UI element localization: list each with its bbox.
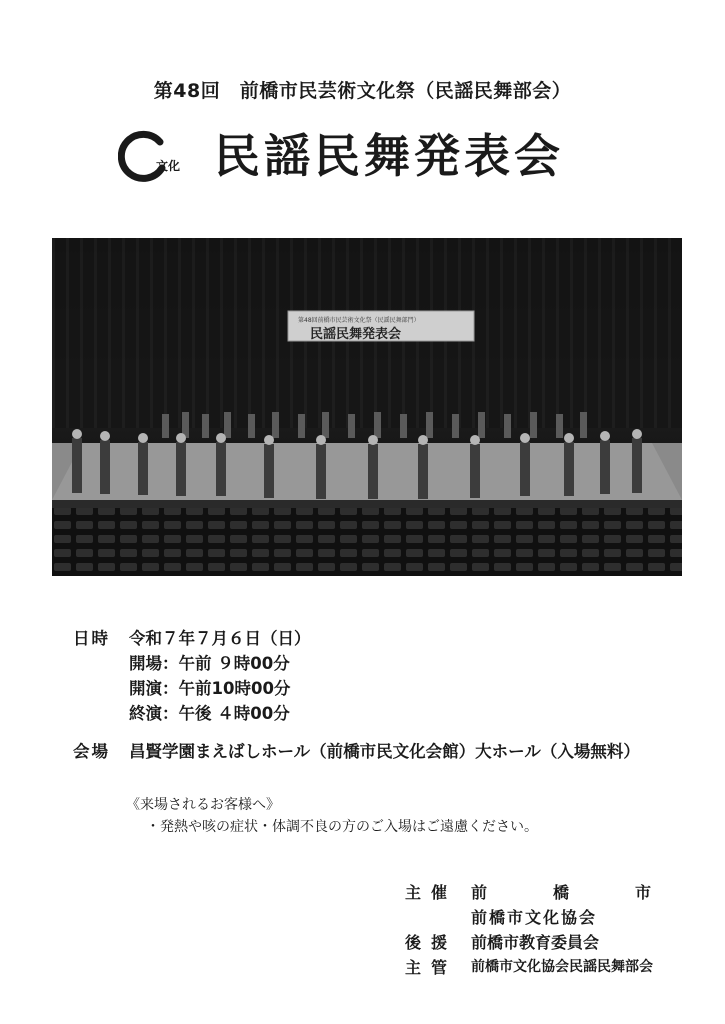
organizers-block	[405, 880, 653, 980]
host-char: 市	[634, 883, 651, 902]
venue-label: 会場	[73, 742, 110, 761]
host-char: 前	[471, 883, 488, 902]
venue-name: 昌賢学園まえばしホール（前橋市民文化会館）大ホール（入場無料）	[129, 742, 640, 761]
event-date: 令和７年７月６日（日）	[129, 629, 311, 648]
support-value: 前橋市教育委員会	[471, 933, 600, 952]
notice-line: ・発熱や咳の症状・体調不良の方のご入場はご遠慮ください。	[146, 819, 538, 835]
visitor-notice	[126, 794, 538, 838]
culture-logo	[118, 128, 184, 188]
end-time: 終演：午後 ４時00分	[129, 704, 290, 723]
schedule-block	[73, 626, 311, 726]
host-label: 主催	[405, 883, 458, 902]
notice-heading: 《来場されるお客様へ》	[126, 797, 280, 813]
start-time: 開演：午前10時00分	[129, 679, 291, 698]
support-label: 後援	[405, 933, 458, 952]
page-title: 民謡民舞発表会	[214, 129, 564, 183]
banner-title-text: 民謡民舞発表会	[310, 327, 402, 342]
venue-block	[73, 738, 640, 762]
host-secondary: 前橋市文化協会	[471, 908, 598, 927]
doors-open-time: 開場：午前 ９時00分	[129, 654, 290, 673]
banner-small-text: 第48回前橋市民芸術文化祭（民謡民舞部門）	[298, 317, 420, 324]
host-char: 橋	[552, 883, 569, 902]
host-primary	[471, 880, 651, 905]
stage-photo	[52, 238, 682, 576]
schedule-label: 日時	[73, 629, 110, 648]
logo-text: 文化	[156, 159, 181, 173]
event-subtitle: 第48回 前橋市民芸術文化祭（民謡民舞部会）	[153, 80, 572, 102]
manage-label: 主管	[405, 958, 458, 977]
manage-value: 前橋市文化協会民謡民舞部会	[471, 959, 653, 975]
